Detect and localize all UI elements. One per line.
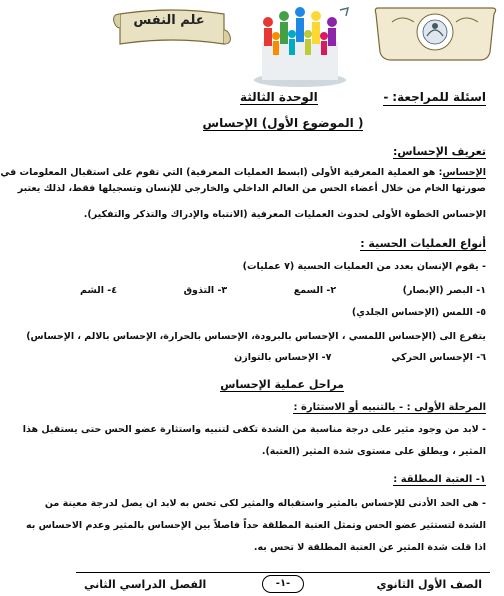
definition-line-1: الإحساس: هو العملية المعرفية الأولى (ابسط العمليات المعرفية) التي تقوم على استقبال المعلومات في <box>0 167 486 178</box>
decorative-emblem-graphic <box>372 2 498 72</box>
senses-list <box>80 285 486 296</box>
unit-title: الوحدة الثالثة <box>240 90 318 104</box>
psychology-people-illustration <box>240 2 360 88</box>
sense-item: ٢- السمع <box>293 285 337 296</box>
sense-item: ٤- الشم <box>80 285 118 296</box>
topic-title: ( الموضوع الأول) الإحساس <box>202 116 364 130</box>
balance-sense: ٧- الإحساس بالتوازن <box>234 352 332 363</box>
footer-grade: الصف الأول الثانوي <box>376 578 482 591</box>
definition-line-2: صورتها الخام من خلال أعضاء الحس من العالم الداخلي والخارجي للإنسان وتسجيلها فقط، لذلك يعتبر <box>17 183 486 194</box>
threshold-heading: ١- العتبة المطلقة : <box>393 474 486 485</box>
footer-term: الفصل الدراسي الثاني <box>84 578 207 591</box>
sense-item: ١- البصر (الإبصار) <box>402 285 486 296</box>
definition-line-3: الإحساس الخطوة الأولى لحدوث العمليات المعرفية (الانتباه والإدراك والتذكر والتفكير). <box>83 209 486 220</box>
types-heading: أنواع العمليات الحسية : <box>360 237 486 250</box>
stage-1-line-1: - لابد من وجود مثير على درجة مناسبة من الشدة تكفى لتنبيه واستثارة عضو الحس حتى يستقبل هذا <box>22 424 486 435</box>
stages-heading: مراحل عملية الإحساس <box>220 378 344 391</box>
definition-heading: تعريف الإحساس: <box>392 145 486 158</box>
banner-title: علم النفس <box>133 13 205 28</box>
sense-item: ٣- التذوق <box>183 285 228 296</box>
review-questions-title: اسئلة للمراجعة:- <box>383 90 486 104</box>
touch-branches: يتفرع الى (الإحساس اللمسي ، الإحساس بالبرودة، الإحساس بالحرارة، الإحساس بالالم ، الإحساس) <box>26 331 486 342</box>
page-header <box>62 0 504 92</box>
threshold-line-3: اذا قلت شدة المثير عن العتبة المطلقة لا تحس به. <box>253 542 486 553</box>
motor-sense: ٦- الإحساس الحركي <box>391 352 486 363</box>
types-intro: - يقوم الإنسان بعدد من العمليات الحسية (٧ عمليات) <box>242 261 486 272</box>
footer-divider <box>76 572 490 573</box>
threshold-line-2: الشدة لتستثير عضو الحس وتمثل العتبة المطلقة حداً فاصلاً بين الإحساس بالمثير وعدم الاحساس به <box>26 520 486 531</box>
stage-1-heading: المرحلة الأولى : - بالتنبيه أو الاستثارة : <box>293 402 486 413</box>
touch-sense: ٥- اللمس (الإحساس الجلدي) <box>351 307 486 318</box>
stage-1-line-2: المثير ، ويطلق على مستوى شدة المثير (العتبة). <box>261 446 486 457</box>
page-number: -١- <box>262 575 304 593</box>
threshold-line-1: - هى الحد الأدنى للإحساس بالمثير واستقباله والمثير لكى تحس به لابد ان يصل لدرجة معينة من <box>44 498 486 509</box>
motor-balance-row <box>80 352 486 363</box>
